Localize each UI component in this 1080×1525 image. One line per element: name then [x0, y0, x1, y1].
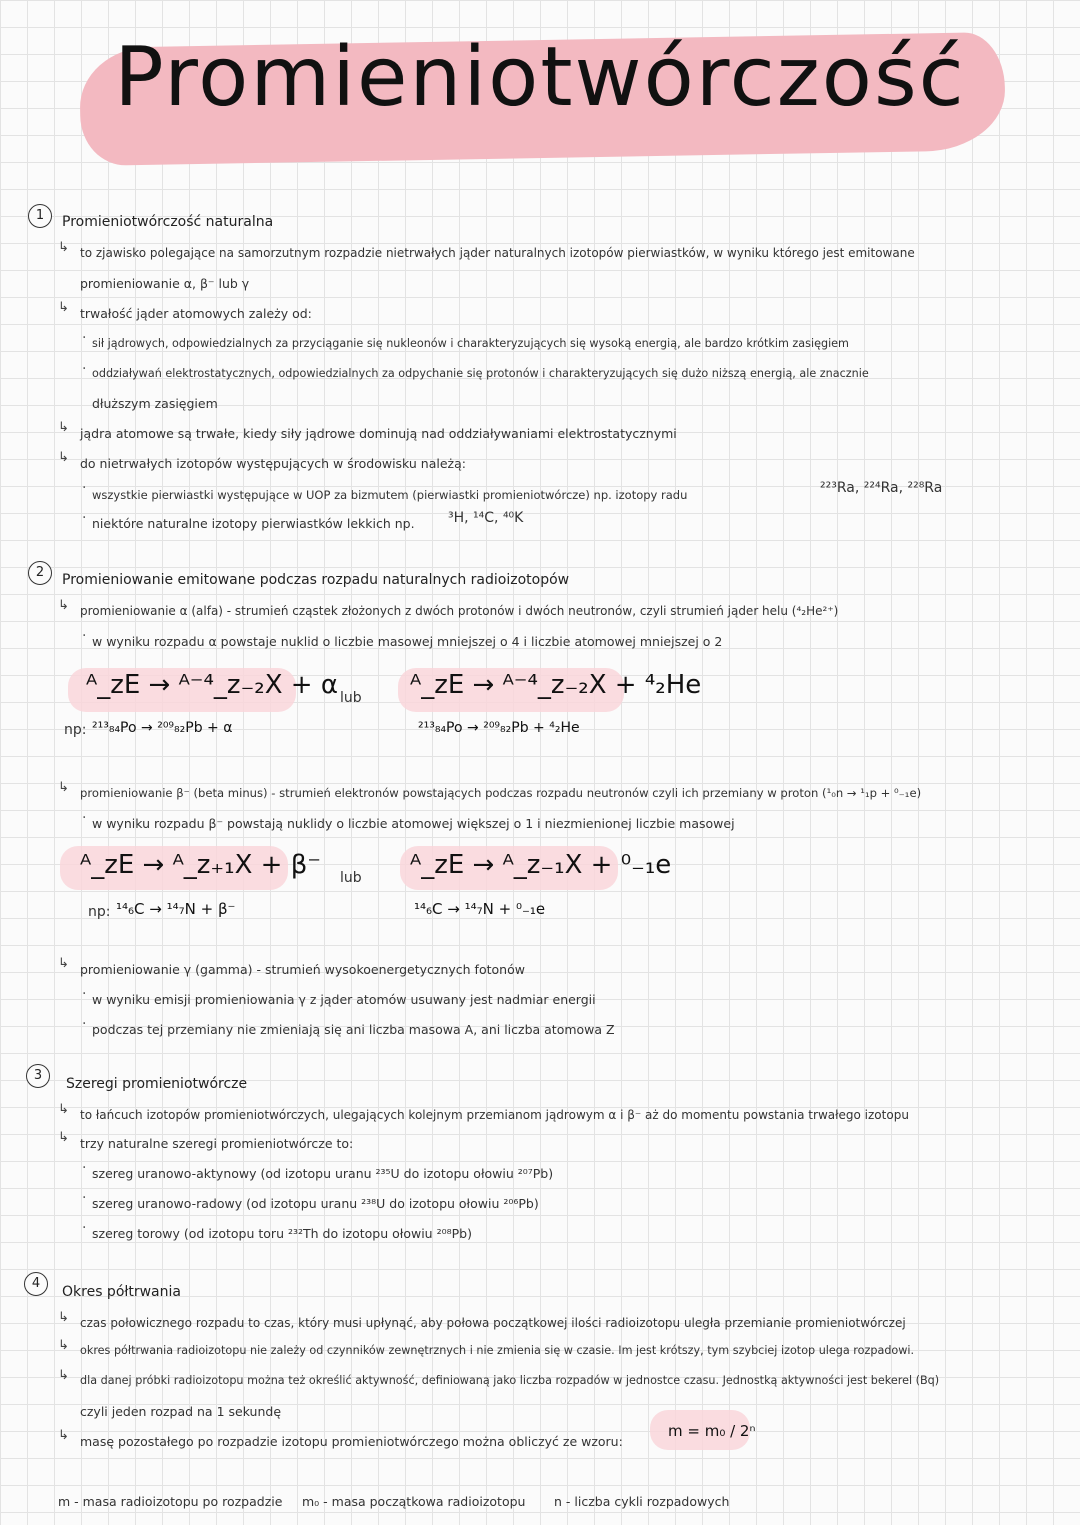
- gamma-definition: promieniowanie γ (gamma) - strumień wysokoenergetycznych fotonów: [80, 962, 525, 977]
- beta-definition: promieniowanie β⁻ (beta minus) - strumień elektronów powstających podczas rozpadu neutronów czyli ich przemiany w proton (¹₀n → ¹₁p + ⁰₋₁e): [80, 786, 922, 800]
- bullet-icon: ·: [82, 361, 87, 377]
- s1-line-1: to zjawisko polegające na samorzutnym rozpadzie nietrwałych jąder naturalnych izotopów pierwiastków, w wyniku którego jest emitowane: [80, 246, 915, 260]
- s1-line-8: niektóre naturalne izotopy pierwiastków lekkich np.: [92, 516, 415, 531]
- arrow-icon: ↳: [58, 1310, 69, 1325]
- bullet-icon: ·: [82, 628, 87, 644]
- s3-line-4: szereg uranowo-radowy (od izotopu uranu ²³⁸U do izotopu ołowiu ²⁰⁶Pb): [92, 1196, 539, 1211]
- bullet-icon: ·: [82, 330, 87, 346]
- s4-line-4: masę pozostałego po rozpadzie izotopu promieniotwórczego można obliczyć ze wzoru:: [80, 1434, 623, 1449]
- arrow-icon: ↳: [58, 450, 69, 465]
- arrow-icon: ↳: [58, 1130, 69, 1145]
- s3-line-2: trzy naturalne szeregi promieniotwórcze to:: [80, 1136, 354, 1151]
- s1-line-4: oddziaływań elektrostatycznych, odpowiedzialnych za odpychanie się protonów i charakteryzujących się dużo niższą energią, ale znacznie: [92, 367, 869, 380]
- alpha-equation-2: ᴬ_zE → ᴬ⁻⁴_z₋₂X + ⁴₂He: [410, 670, 702, 700]
- s1-line-6: do nietrwałych izotopów występujących w środowisku należą:: [80, 456, 466, 471]
- beta-example-1: ¹⁴₆C → ¹⁴₇N + β⁻: [116, 900, 236, 918]
- legend-m0: m₀ - masa początkowa radioizotopu: [302, 1494, 526, 1509]
- page-title: Promieniotwórczość: [114, 30, 966, 125]
- alpha-or: lub: [340, 690, 362, 706]
- alpha-example-2: ²¹³₈₄Po → ²⁰⁹₈₂Pb + ⁴₂He: [418, 720, 580, 736]
- alpha-example-1: ²¹³₈₄Po → ²⁰⁹₈₂Pb + α: [92, 720, 233, 736]
- s1-line-3: sił jądrowych, odpowiedzialnych za przyciąganie się nukleonów i charakteryzujących się wysoką energią, ale bardzo krótkim zasięgiem: [92, 337, 849, 350]
- s3-line-3: szereg uranowo-aktynowy (od izotopu uranu ²³⁵U do izotopu ołowiu ²⁰⁷Pb): [92, 1166, 554, 1181]
- gamma-line-2: w wyniku emisji promieniowania γ z jąder atomów usuwany jest nadmiar energii: [92, 992, 596, 1007]
- s3-line-1: to łańcuch izotopów promieniotwórczych, ulegających kolejnym przemianom jądrowym α i β⁻ aż do momentu powstania trwałego izotopu: [80, 1108, 909, 1122]
- legend-n: n - liczba cykli rozpadowych: [554, 1494, 730, 1509]
- s4-line-2: okres półtrwania radioizotopu nie zależy od czynników zewnętrznych i nie zmienia się w czasie. Im jest krótszy, tym szybciej izotop ulega rozpadowi.: [80, 1344, 915, 1357]
- arrow-icon: ↳: [58, 300, 69, 315]
- alpha-rule: w wyniku rozpadu α powstaje nuklid o liczbie masowej mniejszej o 4 i liczbie atomowej mniejszej o 2: [92, 634, 723, 649]
- arrow-icon: ↳: [58, 1428, 69, 1443]
- beta-equation-2: ᴬ_zE → ᴬ_z₋₁X + ⁰₋₁e: [410, 850, 672, 880]
- bullet-icon: ·: [82, 810, 87, 826]
- s1-light-isotopes: ³H, ¹⁴C, ⁴⁰K: [448, 510, 524, 526]
- s4-line-1: czas połowicznego rozpadu to czas, który musi upłynąć, aby połowa początkowej ilości radioizotopu uległa przemianie promieniotwórczej: [80, 1316, 906, 1330]
- bullet-icon: ·: [82, 510, 87, 526]
- s1-line-7: wszystkie pierwiastki występujące w UOP za bizmutem (pierwiastki promieniotwórcze) np. izotopy radu: [92, 488, 688, 502]
- arrow-icon: ↳: [58, 956, 69, 971]
- bullet-icon: ·: [82, 1220, 87, 1236]
- bullet-icon: ·: [82, 1160, 87, 1176]
- arrow-icon: ↳: [58, 420, 69, 435]
- s3-line-5: szereg torowy (od izotopu toru ²³²Th do izotopu ołowiu ²⁰⁸Pb): [92, 1226, 472, 1241]
- s4-line-3b: czyli jeden rozpad na 1 sekundę: [80, 1404, 282, 1419]
- bullet-icon: ·: [82, 986, 87, 1002]
- bullet-icon: ·: [82, 1190, 87, 1206]
- arrow-icon: ↳: [58, 1102, 69, 1117]
- arrow-icon: ↳: [58, 598, 69, 613]
- alpha-example-label: np:: [64, 722, 87, 738]
- s1-line-4b: dłuższym zasięgiem: [92, 396, 218, 411]
- arrow-icon: ↳: [58, 780, 69, 795]
- section-number-3: 3: [26, 1064, 50, 1088]
- section-heading-2: Promieniowanie emitowane podczas rozpadu naturalnych radioizotopów: [62, 572, 570, 588]
- s1-line-5: jądra atomowe są trwałe, kiedy siły jądrowe dominują nad oddziaływaniami elektrostatycznymi: [80, 426, 677, 441]
- arrow-icon: ↳: [58, 240, 69, 255]
- beta-rule: w wyniku rozpadu β⁻ powstają nuklidy o liczbie atomowej większej o 1 i niezmienionej liczbie masowej: [92, 816, 735, 831]
- legend-m: m - masa radioizotopu po rozpadzie: [58, 1494, 283, 1509]
- section-heading-3: Szeregi promieniotwórcze: [66, 1076, 248, 1092]
- beta-or: lub: [340, 870, 362, 886]
- beta-example-2: ¹⁴₆C → ¹⁴₇N + ⁰₋₁e: [414, 900, 546, 918]
- s1-line-2: trwałość jąder atomowych zależy od:: [80, 306, 312, 321]
- arrow-icon: ↳: [58, 1338, 69, 1353]
- s1-line-1b: promieniowanie α, β⁻ lub γ: [80, 276, 250, 291]
- section-number-2: 2: [28, 561, 52, 585]
- gamma-line-3: podczas tej przemiany nie zmieniają się ani liczba masowa A, ani liczba atomowa Z: [92, 1022, 615, 1037]
- section-heading-4: Okres półtrwania: [62, 1284, 181, 1300]
- alpha-equation-1: ᴬ_zE → ᴬ⁻⁴_z₋₂X + α: [86, 670, 338, 700]
- beta-example-label: np:: [88, 904, 111, 920]
- half-life-formula: m = m₀ / 2ⁿ: [668, 1422, 756, 1440]
- section-heading-1: Promieniotwórczość naturalna: [62, 214, 274, 230]
- section-number-1: 1: [28, 204, 52, 228]
- arrow-icon: ↳: [58, 1368, 69, 1383]
- alpha-definition: promieniowanie α (alfa) - strumień cząstek złożonych z dwóch protonów i dwóch neutronów, czyli strumień jąder helu (⁴₂He²⁺): [80, 604, 839, 618]
- section-number-4: 4: [24, 1272, 48, 1296]
- bullet-icon: ·: [82, 480, 87, 496]
- beta-equation-1: ᴬ_zE → ᴬ_z₊₁X + β⁻: [80, 850, 322, 880]
- bullet-icon: ·: [82, 1016, 87, 1032]
- s1-radium-isotopes: ²²³Ra, ²²⁴Ra, ²²⁸Ra: [820, 480, 943, 496]
- s4-line-3: dla danej próbki radioizotopu można też określić aktywność, definiowaną jako liczba rozpadów w jednostce czasu. Jednostką aktywności jest bekerel (Bq): [80, 1374, 940, 1387]
